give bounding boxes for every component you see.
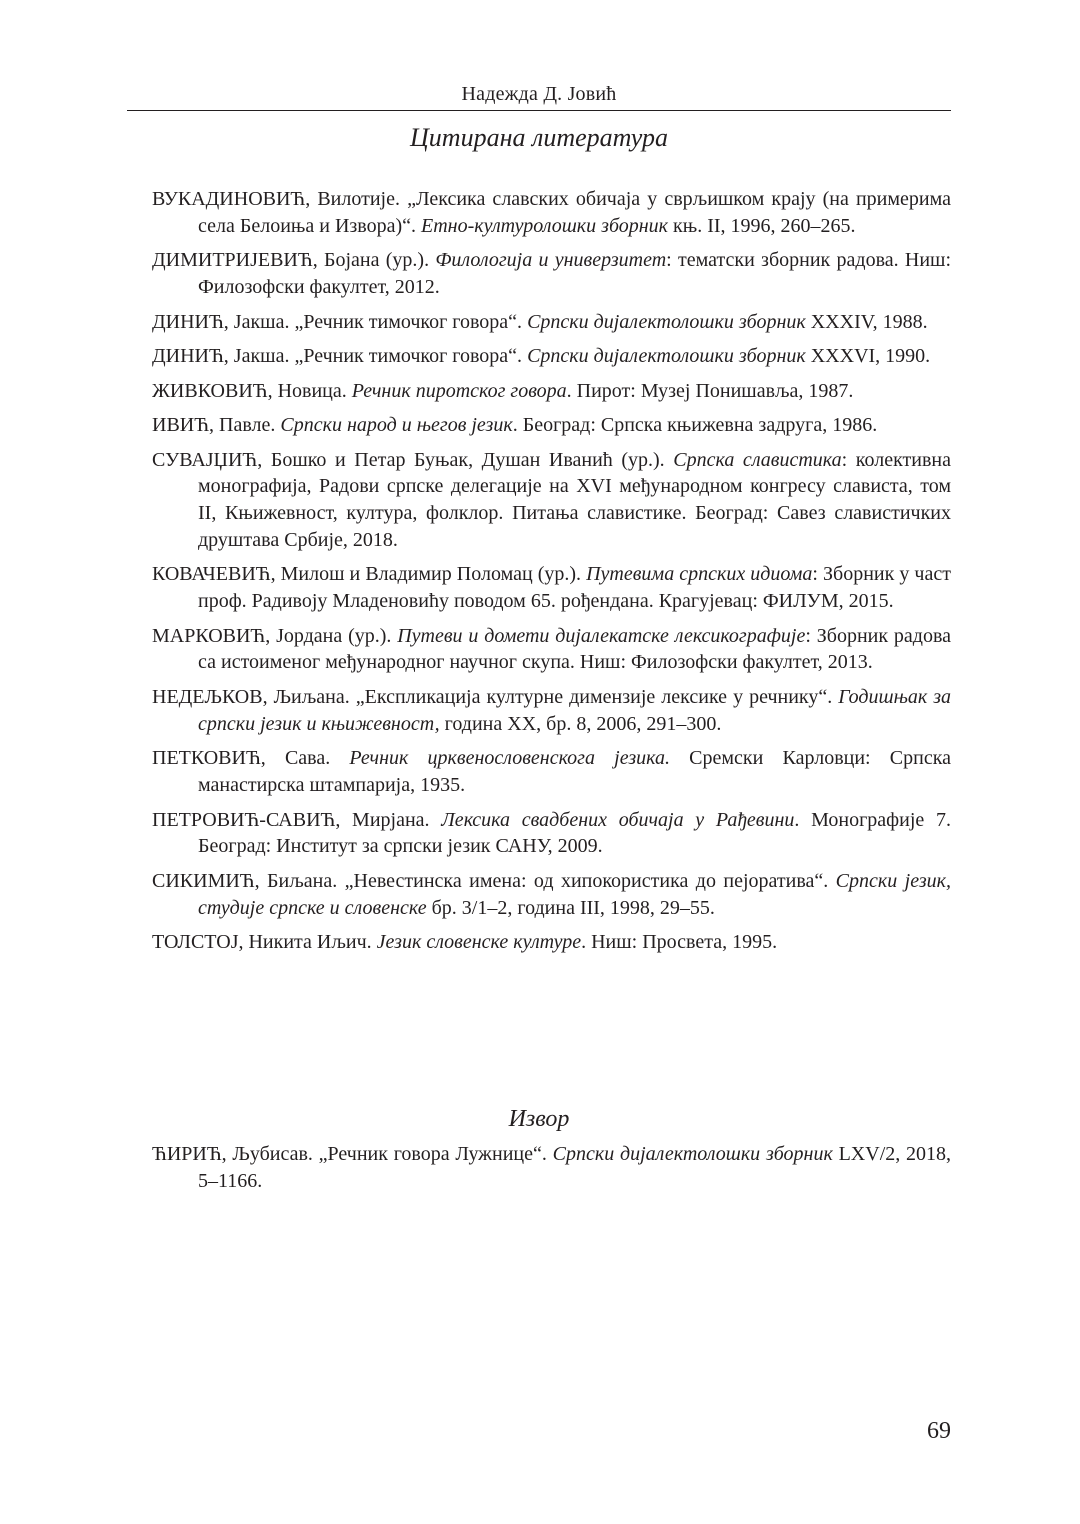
page-number: 69 xyxy=(927,1418,951,1444)
reference-text: ЋИРИЋ, Љубисав. „Речник говора Лужнице“. xyxy=(152,1143,553,1165)
reference-italic-title: Путевима српских идиома xyxy=(586,563,813,586)
reference-text: ИВИЋ, Павле. xyxy=(152,414,281,437)
reference-text: . Монографије 7. Београд: Институт за српски језик САНУ, 2009. xyxy=(198,808,951,858)
section-title-cited-literature: Цитирана литература xyxy=(410,123,668,152)
section-title-source: Извор xyxy=(508,1106,570,1132)
reference-text: . Пирот: Музеј Понишавља, 1987. xyxy=(566,379,854,402)
reference-text: СИКИМИЋ, Биљана. „Невестинска имена: од хипокористика до пејоратива“. xyxy=(152,869,836,892)
reference-italic-title: Годишњак за српски језик и књижевност, xyxy=(198,685,951,735)
reference-entry xyxy=(152,684,951,738)
reference-text: ЖИВКОВИЋ, Новица. xyxy=(152,379,352,402)
reference-text: ПЕТКОВИЋ, Сава. xyxy=(152,747,350,770)
reference-entry xyxy=(152,807,951,861)
reference-italic-title: Речник пиротског говора xyxy=(351,379,567,402)
reference-italic-title: Филологија и универзитет xyxy=(435,249,667,272)
reference-text: : тематски зборник радова. Ниш: Филозофски факултет, 2012. xyxy=(198,249,952,299)
reference-entry xyxy=(152,929,951,956)
reference-entry xyxy=(152,868,951,922)
source-list xyxy=(152,1141,951,1202)
reference-text: књ. II, 1996, 260–265. xyxy=(668,214,856,237)
reference-italic-title: Етно-културолошки зборник xyxy=(421,214,669,237)
reference-entry xyxy=(152,247,951,301)
reference-text: ДИНИЋ, Јакша. „Речник тимочког говора“. xyxy=(152,345,528,368)
reference-text: ПЕТРОВИЋ-САВИЋ, Мирјана. xyxy=(152,808,442,831)
reference-entry xyxy=(152,378,951,405)
reference-entry xyxy=(152,561,951,615)
reference-entry xyxy=(152,343,951,370)
reference-italic-title: Српска славистика xyxy=(673,448,842,471)
reference-italic-title: Српски дијалектолошки зборник xyxy=(527,345,806,368)
reference-text: . Београд: Српска књижевна задруга, 1986. xyxy=(512,414,878,437)
reference-text: МАРКОВИЋ, Јордана (ур.). xyxy=(152,624,398,647)
reference-text: ВУКАДИНОВИЋ, Вилотије. „Лексика славских обичаја у сврљишком крају (на примерима села Белоиња и Извора)“. xyxy=(152,188,951,237)
reference-text: ДИНИЋ, Јакша. „Речник тимочког говора“. xyxy=(152,310,528,333)
reference-text: XXXVI, 1990. xyxy=(805,345,931,368)
reference-text: XXXIV, 1988. xyxy=(805,310,928,333)
reference-text: ДИМИТРИЈЕВИЋ, Бојана (ур.). xyxy=(152,249,436,272)
reference-entry xyxy=(152,186,951,240)
reference-text: : Зборник радова са истоименог међународног научног скупа. Ниш: Филозофски факултет, 2013. xyxy=(198,624,952,674)
running-head: Надежда Д. Јовић xyxy=(461,83,617,105)
reference-text: НЕДЕЉКОВ, Љиљана. „Експликација културне димензије лексике у речнику“. xyxy=(152,685,839,708)
reference-entry xyxy=(152,412,951,439)
reference-text: LXV/2, 2018, 5–1166. xyxy=(198,1143,952,1192)
reference-text: . Ниш: Просвета, 1995. xyxy=(581,931,778,954)
reference-text: КОВАЧЕВИЋ, Милош и Владимир Поломац (ур.). xyxy=(152,563,587,586)
reference-italic-title: Српски дијалектолошки зборник xyxy=(552,1143,833,1165)
reference-text: бр. 3/1–2, година III, 1998, 29–55. xyxy=(426,896,715,919)
reference-text: : Зборник у част проф. Радивоју Младеновићу поводом 65. рођендана. Крагујевац: ФИЛУМ, 2015. xyxy=(198,563,951,613)
reference-italic-title: Српски народ и његов језик xyxy=(280,414,513,437)
reference-entry xyxy=(152,447,951,554)
reference-text: ТОЛСТОЈ, Никита Иљич. xyxy=(152,931,377,954)
reference-italic-title: Лексика свадбених обичаја у Рађевини xyxy=(441,808,795,831)
reference-text: Сремски Карловци: Српска манастирска штампарија, 1935. xyxy=(198,747,951,797)
reference-italic-title: Српски дијалектолошки зборник xyxy=(527,310,806,333)
reference-text: година XX, бр. 8, 2006, 291–300. xyxy=(439,712,722,735)
reference-italic-title: Речник црквенословенскога језика. xyxy=(349,747,670,770)
reference-entry xyxy=(152,1141,951,1195)
reference-italic-title: Српски језик, студије српске и словенске xyxy=(198,869,951,919)
reference-entry xyxy=(152,623,951,677)
reference-italic-title: Путеви и домети дијалекатске лексикографије xyxy=(397,624,806,647)
reference-entry xyxy=(152,745,951,799)
reference-italic-title: Језик словенске културе xyxy=(376,931,582,954)
reference-text: СУВАЈЏИЋ, Бошко и Петар Буњак, Душан Иванић (ур.). xyxy=(152,448,674,471)
cited-literature-list xyxy=(152,186,951,964)
reference-text: : колективна монографија, Радови српске делегације на XVI међународном конгресу слависта, том II, Књижевност, култура, фолклор. Питања славистике. Београд: Савез славистичких друштава Србије, 2018. xyxy=(198,448,951,551)
header-rule xyxy=(127,110,951,111)
reference-entry xyxy=(152,309,951,336)
